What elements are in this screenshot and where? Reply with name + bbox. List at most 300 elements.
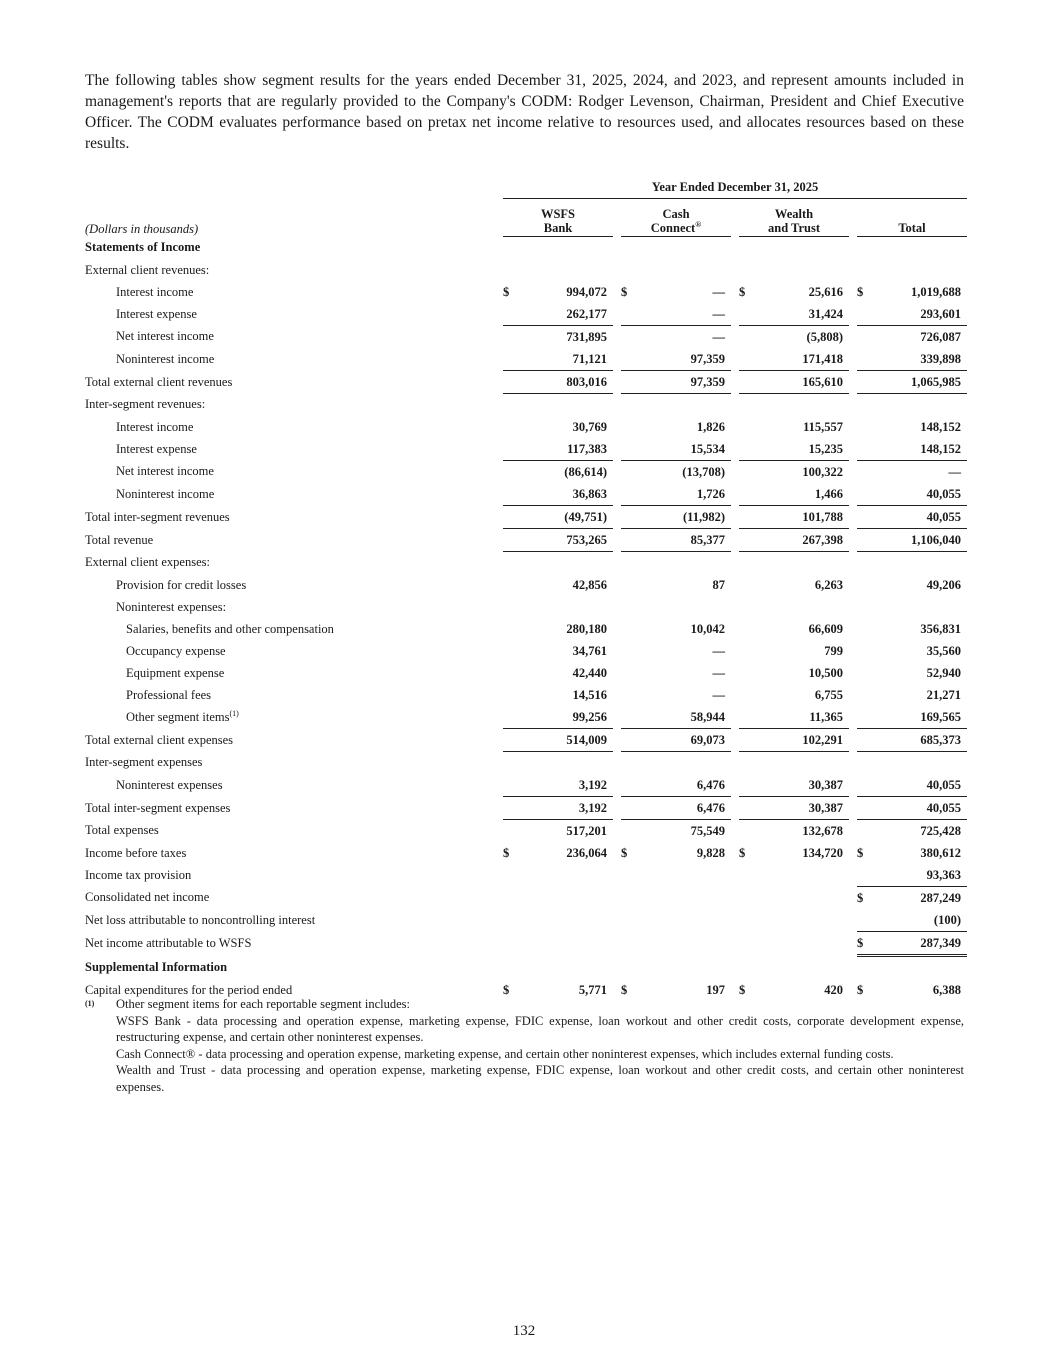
dollar-sign [857, 259, 871, 281]
value-cell: 30,387 [753, 797, 849, 820]
dollar-sign [739, 371, 753, 394]
value-cell: 75,549 [690, 823, 725, 838]
column-header-line1: Wealth [774, 207, 814, 221]
dollar-sign [503, 259, 517, 281]
value-cell [517, 956, 613, 980]
dollar-sign [503, 797, 517, 820]
dollar-sign [503, 887, 517, 910]
row-label [85, 371, 495, 394]
dollar-sign [503, 596, 517, 618]
dollar-sign [621, 729, 635, 752]
value-cell: 15,534 [635, 438, 731, 461]
registered-mark: ® [695, 219, 702, 229]
dollar-sign [739, 618, 753, 640]
column-header-wealth-trust [739, 199, 849, 237]
row-label [85, 932, 495, 956]
dollar-sign [503, 640, 517, 662]
dollar-sign [739, 797, 753, 820]
value-cell: 514,009 [517, 729, 613, 752]
row-label-text: Consolidated net income [85, 890, 210, 905]
row-label-text: External client expenses: [85, 555, 210, 570]
value-cell: 6,476 [635, 774, 731, 797]
dollar-sign [503, 618, 517, 640]
row-label-text: Occupancy expense [126, 643, 226, 658]
dollar-sign [503, 483, 517, 506]
dollar-sign [739, 662, 753, 684]
table-row [85, 820, 967, 843]
value-cell: 71,121 [517, 348, 613, 371]
row-label [85, 552, 495, 575]
column-header-wsfs-bank [503, 199, 613, 237]
row-label-text: Noninterest income [116, 351, 215, 366]
dollar-sign [857, 326, 871, 349]
table-row [85, 618, 967, 640]
dollar-sign: $ [739, 845, 746, 860]
value-cell: 685,373 [871, 729, 967, 752]
table-row [85, 640, 967, 662]
row-label [85, 438, 495, 461]
row-label [85, 483, 495, 506]
dollar-sign [621, 552, 635, 575]
value-cell [753, 956, 849, 980]
dollar-sign [503, 864, 517, 887]
dollar-sign [621, 774, 635, 797]
dollar-sign [503, 774, 517, 797]
column-header-line2: and Trust [768, 221, 820, 235]
row-label [85, 864, 495, 887]
value-cell: 132,678 [802, 823, 843, 838]
value-cell [517, 237, 613, 260]
dollar-sign [621, 326, 635, 349]
dollar-sign [503, 326, 517, 349]
row-label-text: Inter-segment revenues: [85, 397, 206, 412]
dollar-sign [739, 552, 753, 575]
column-header-row [85, 199, 967, 237]
dollar-sign [739, 483, 753, 506]
footnote-line: Cash Connect® - data processing and operation expense, marketing expense, and certain other noninterest expenses, which includes external funding costs. [116, 1046, 894, 1061]
footnote-line: WSFS Bank - data processing and operation expense, marketing expense, FDIC expense, loan workout and other credit costs, corporate development expense, restructuring expense, and certain other noninterest expenses. [116, 1013, 964, 1044]
dollar-sign [857, 529, 871, 552]
value-cell: 380,612 [920, 845, 961, 860]
value-cell: (13,708) [682, 464, 725, 479]
dollar-sign [739, 729, 753, 752]
row-label-text: Net interest income [116, 464, 214, 479]
dollar-sign [621, 348, 635, 371]
value-cell [635, 864, 731, 887]
dollar-sign [621, 303, 635, 326]
table-row [85, 259, 967, 281]
row-label [85, 618, 495, 640]
value-cell [753, 237, 849, 260]
column-header-line2: Connect [650, 221, 696, 235]
row-label-text: Noninterest income [116, 486, 215, 501]
dollar-sign [857, 596, 871, 618]
value-cell: 6,476 [635, 797, 731, 820]
row-label-text: Equipment expense [126, 665, 225, 680]
value-cell [517, 864, 613, 887]
row-label [85, 416, 495, 438]
row-label-text: Total inter-segment expenses [85, 800, 231, 815]
value-cell: 102,291 [753, 729, 849, 752]
value-cell: 726,087 [920, 329, 961, 344]
dollar-sign [857, 348, 871, 371]
value-cell [871, 259, 967, 281]
row-label-text: Income before taxes [85, 845, 187, 860]
row-label [85, 529, 495, 552]
value-cell: 134,720 [802, 845, 843, 860]
dollar-sign: $ [503, 982, 510, 997]
table-row [85, 506, 967, 529]
value-cell: 21,271 [926, 687, 961, 702]
dollar-sign [503, 820, 517, 843]
value-cell: 6,388 [932, 982, 961, 997]
footnote-line: Wealth and Trust - data processing and operation expense, marketing expense, FDIC expense, loan workout and other credit costs, and certain other noninterest expenses. [116, 1063, 964, 1094]
dollar-sign [857, 729, 871, 752]
value-cell: 1,065,985 [871, 371, 967, 394]
dollar-sign [621, 684, 635, 706]
dollar-sign [857, 574, 871, 596]
table-row [85, 932, 967, 956]
row-label-text: Net loss attributable to noncontrolling interest [85, 912, 316, 927]
value-cell [517, 887, 613, 910]
dollar-sign [621, 394, 635, 417]
row-label-text: Provision for credit losses [116, 577, 247, 592]
value-cell [871, 596, 967, 618]
row-label-text: Net interest income [116, 329, 214, 344]
value-cell: 280,180 [566, 621, 607, 636]
value-cell: 101,788 [753, 506, 849, 529]
dollar-sign [503, 371, 517, 394]
value-cell: 5,771 [578, 982, 607, 997]
dollar-sign [857, 820, 871, 843]
dollar-sign [621, 752, 635, 775]
dollar-sign [621, 618, 635, 640]
dollar-sign [739, 932, 753, 956]
value-cell: 262,177 [517, 303, 613, 326]
table-row [85, 774, 967, 797]
value-cell [517, 394, 613, 417]
value-cell [517, 909, 613, 932]
dollar-sign [621, 932, 635, 956]
table-row [85, 348, 967, 371]
dollar-sign [621, 909, 635, 932]
dollar-sign [503, 552, 517, 575]
row-label [85, 820, 495, 843]
footnote-line: Other segment items for each reportable segment includes: [116, 997, 410, 1011]
value-cell: 1,726 [635, 483, 731, 506]
dollar-sign [621, 596, 635, 618]
table-row [85, 438, 967, 461]
table-row [85, 596, 967, 618]
value-cell: 66,609 [808, 621, 843, 636]
value-cell: 148,152 [871, 438, 967, 461]
row-label-text: Noninterest expenses [116, 777, 223, 792]
dollar-sign [739, 259, 753, 281]
dollar-sign [503, 662, 517, 684]
value-cell [753, 259, 849, 281]
dollar-sign [857, 483, 871, 506]
dollar-sign [621, 864, 635, 887]
dollar-sign [621, 640, 635, 662]
value-cell: — [635, 303, 731, 326]
row-label [85, 797, 495, 820]
dollar-sign [857, 640, 871, 662]
dollar-sign [739, 640, 753, 662]
dollar-sign [621, 506, 635, 529]
dollar-sign [503, 574, 517, 596]
value-cell [871, 237, 967, 260]
value-cell: — [712, 687, 725, 702]
value-cell: 165,610 [753, 371, 849, 394]
dollar-sign [739, 303, 753, 326]
row-label [85, 506, 495, 529]
dollar-sign: $ [621, 982, 628, 997]
row-label [85, 574, 495, 596]
value-cell: 58,944 [635, 706, 731, 729]
table-row [85, 237, 967, 260]
value-cell [517, 552, 613, 575]
row-label [85, 752, 495, 775]
value-cell: 30,387 [753, 774, 849, 797]
dollar-sign [739, 529, 753, 552]
row-label-text: Total inter-segment revenues [85, 509, 230, 524]
dollar-sign [503, 909, 517, 932]
table-row [85, 797, 967, 820]
value-cell: 34,761 [572, 643, 607, 658]
dollar-sign [621, 416, 635, 438]
dollar-sign [857, 237, 871, 260]
table-row [85, 729, 967, 752]
dollar-sign [739, 774, 753, 797]
dollar-sign: $ [739, 982, 746, 997]
dollar-sign [621, 461, 635, 484]
dollar-sign [857, 552, 871, 575]
value-cell: — [712, 284, 725, 299]
table-row [85, 483, 967, 506]
footnote-marker: (1) [85, 999, 95, 1008]
table-row [85, 461, 967, 484]
dollar-sign: $ [503, 284, 510, 299]
dollar-sign [739, 237, 753, 260]
table-row [85, 684, 967, 706]
dollar-sign [739, 820, 753, 843]
row-label-text: Interest income [116, 284, 194, 299]
dollar-sign [503, 303, 517, 326]
value-cell: 117,383 [517, 438, 613, 461]
dollar-sign [739, 909, 753, 932]
dollar-sign [739, 416, 753, 438]
dollar-sign [503, 506, 517, 529]
table-row [85, 574, 967, 596]
table-row [85, 956, 967, 980]
value-cell [871, 956, 967, 980]
dollar-sign [621, 574, 635, 596]
value-cell: 6,755 [814, 687, 843, 702]
row-label [85, 842, 495, 864]
value-cell: 356,831 [920, 621, 961, 636]
value-cell: 42,440 [572, 665, 607, 680]
table-row [85, 752, 967, 775]
dollar-sign [739, 348, 753, 371]
dollar-sign [857, 461, 871, 484]
dollar-sign [621, 237, 635, 260]
value-cell [517, 932, 613, 956]
footnote-ref: (1) [229, 708, 239, 718]
dollar-sign [857, 956, 871, 980]
row-label [85, 706, 495, 729]
row-label [85, 348, 495, 371]
column-header-line1: Cash [662, 207, 690, 221]
value-cell: 420 [824, 982, 843, 997]
value-cell: 287,249 [920, 890, 961, 905]
units-label: (Dollars in thousands) [85, 221, 199, 236]
dollar-sign [503, 438, 517, 461]
dollar-sign: $ [621, 845, 628, 860]
dollar-sign [739, 438, 753, 461]
row-label [85, 909, 495, 932]
dollar-sign [503, 752, 517, 775]
value-cell: 69,073 [635, 729, 731, 752]
row-label-text: Total revenue [85, 532, 154, 547]
row-label-text: Statements of Income [85, 240, 201, 255]
row-label-text: Other segment items [126, 709, 230, 724]
value-cell: 1,019,688 [911, 284, 961, 299]
row-label [85, 956, 495, 980]
dollar-sign [857, 371, 871, 394]
value-cell: 97,359 [635, 348, 731, 371]
value-cell [753, 887, 849, 910]
table-row [85, 887, 967, 910]
dollar-sign [621, 438, 635, 461]
value-cell: 40,055 [871, 797, 967, 820]
value-cell: — [948, 464, 961, 479]
dollar-sign [857, 706, 871, 729]
value-cell: 236,064 [566, 845, 607, 860]
value-cell [517, 596, 613, 618]
value-cell: 9,828 [696, 845, 725, 860]
dollar-sign [857, 506, 871, 529]
row-label-text: Income tax provision [85, 867, 192, 882]
table-row [85, 326, 967, 349]
dollar-sign [739, 574, 753, 596]
value-cell [635, 887, 731, 910]
dollar-sign: $ [857, 845, 864, 860]
dollar-sign [503, 684, 517, 706]
dollar-sign [857, 909, 871, 932]
dollar-sign [857, 618, 871, 640]
value-cell [517, 752, 613, 775]
value-cell: 267,398 [753, 529, 849, 552]
column-header-line2: Bank [543, 221, 573, 235]
value-cell [635, 596, 731, 618]
dollar-sign: $ [503, 845, 510, 860]
row-label-text: Noninterest expenses: [116, 599, 227, 614]
dollar-sign [857, 662, 871, 684]
dollar-sign [621, 956, 635, 980]
table-row [85, 909, 967, 932]
row-label-text: Total external client expenses [85, 732, 234, 747]
row-label-text: Interest income [116, 419, 194, 434]
row-label-text: Salaries, benefits and other compensation [126, 621, 334, 636]
value-cell: 725,428 [920, 823, 961, 838]
table-row [85, 281, 967, 303]
value-cell [635, 909, 731, 932]
dollar-sign [621, 259, 635, 281]
value-cell: (5,808) [806, 329, 843, 344]
value-cell: (11,982) [635, 506, 731, 529]
row-label [85, 774, 495, 797]
period-header: Year Ended December 31, 2025 [503, 176, 967, 199]
value-cell [753, 552, 849, 575]
value-cell [635, 956, 731, 980]
value-cell: 169,565 [871, 706, 967, 729]
value-cell: 85,377 [635, 529, 731, 552]
value-cell [517, 259, 613, 281]
dollar-sign: $ [857, 284, 864, 299]
value-cell: 339,898 [871, 348, 967, 371]
value-cell: 40,055 [871, 483, 967, 506]
row-label [85, 394, 495, 417]
value-cell: 731,895 [566, 329, 607, 344]
value-cell: 49,206 [926, 577, 961, 592]
period-header-row [85, 176, 967, 199]
value-cell: 93,363 [871, 864, 967, 887]
column-header-line2: Total [898, 221, 926, 235]
dollar-sign [739, 394, 753, 417]
value-cell: 1,106,040 [871, 529, 967, 552]
value-cell: 35,560 [926, 643, 961, 658]
dollar-sign [739, 956, 753, 980]
value-cell: 287,349 [871, 932, 967, 956]
segment-results-table [85, 176, 965, 1001]
row-label [85, 684, 495, 706]
table-row [85, 842, 967, 864]
table-row [85, 662, 967, 684]
value-cell [635, 932, 731, 956]
value-cell [753, 752, 849, 775]
row-label [85, 237, 495, 260]
dollar-sign [503, 932, 517, 956]
dollar-sign [739, 706, 753, 729]
value-cell: 99,256 [517, 706, 613, 729]
row-label [85, 729, 495, 752]
value-cell: 1,466 [753, 483, 849, 506]
value-cell [635, 237, 731, 260]
dollar-sign [739, 684, 753, 706]
dollar-sign [857, 752, 871, 775]
dollar-sign: $ [857, 932, 871, 956]
dollar-sign [857, 774, 871, 797]
value-cell [871, 552, 967, 575]
dollar-sign [503, 461, 517, 484]
value-cell: (49,751) [517, 506, 613, 529]
row-label [85, 326, 495, 349]
value-cell [871, 394, 967, 417]
value-cell [871, 752, 967, 775]
dollar-sign [503, 237, 517, 260]
value-cell: 293,601 [871, 303, 967, 326]
row-label [85, 259, 495, 281]
row-label [85, 640, 495, 662]
value-cell: 517,201 [566, 823, 607, 838]
value-cell [635, 259, 731, 281]
value-cell: 6,263 [814, 577, 843, 592]
dollar-sign [857, 394, 871, 417]
column-header-cash-connect [621, 199, 731, 237]
value-cell: 31,424 [753, 303, 849, 326]
dollar-sign [857, 797, 871, 820]
dollar-sign [857, 864, 871, 887]
